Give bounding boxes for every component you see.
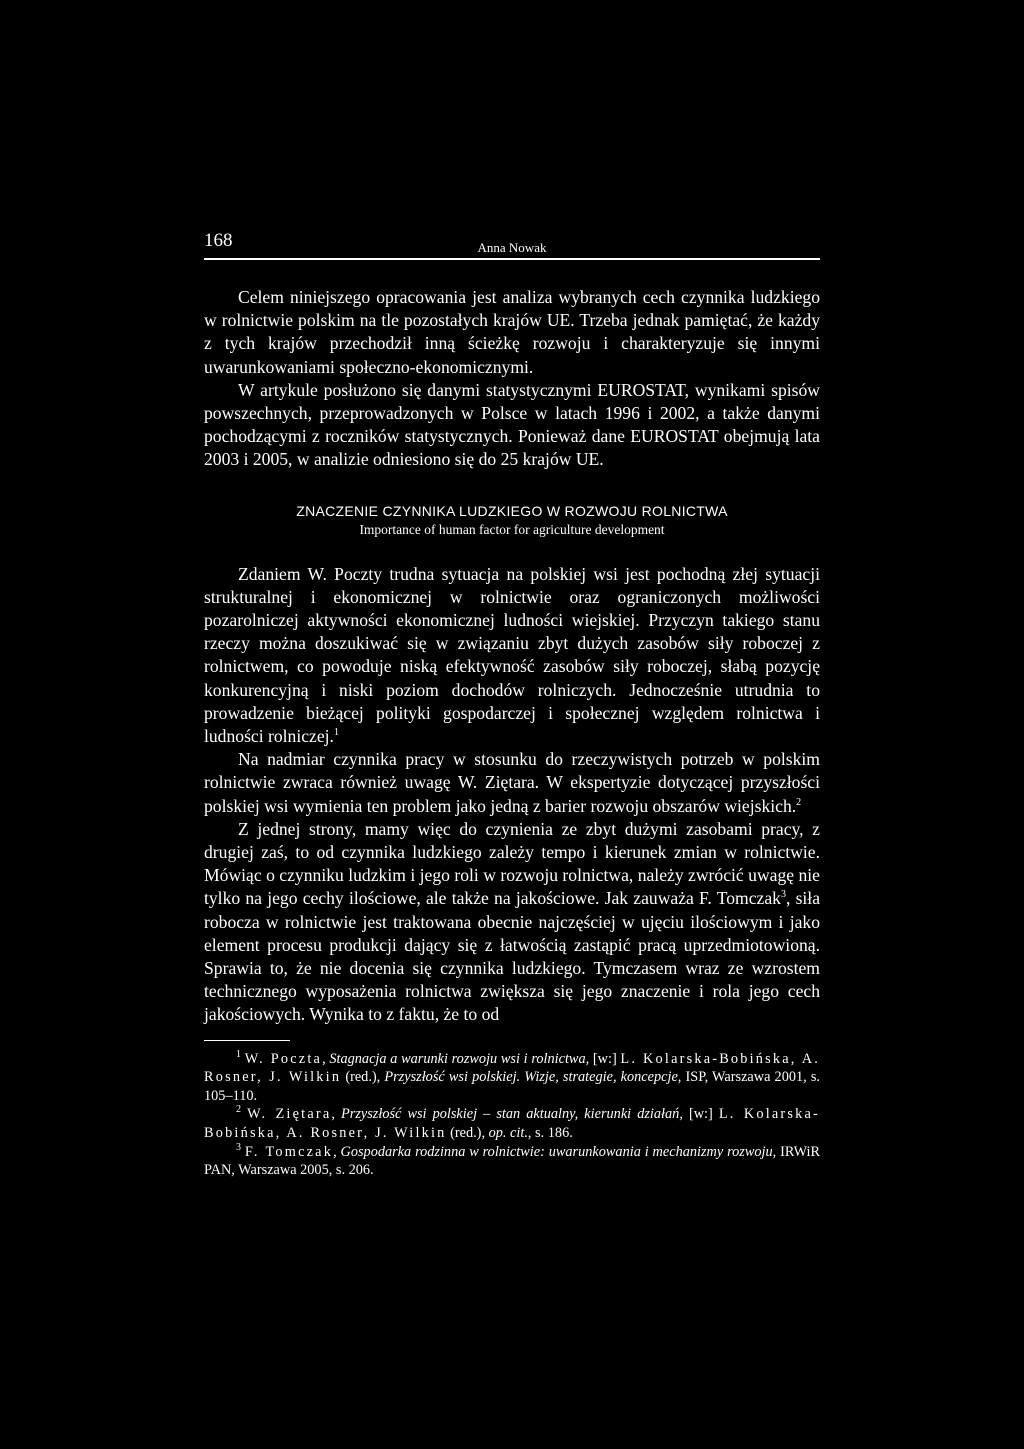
footnote-title: Gospodarka rodzinna w rolnictwie: uwarunkowania i mechanizmy rozwoju, xyxy=(340,1143,777,1160)
footnote-number: 1 xyxy=(236,1048,241,1060)
page xyxy=(204,228,820,1180)
footnote-author: W. Ziętara xyxy=(247,1106,332,1123)
section-heading: ZNACZENIE CZYNNIKA LUDZKIEGO W ROZWOJU ROLNICTWA xyxy=(296,502,728,519)
running-head: Anna Nowak xyxy=(477,240,547,255)
footnote-editors: L. Kolarska-Bobińska, A. Rosner, J. Wilkin xyxy=(204,1106,821,1142)
footnote-text: [w:] xyxy=(682,1106,719,1123)
footnote-text: (red.), xyxy=(341,1069,385,1086)
footnote: $^1$ W. Poczta, Stagnacja a warunki rozwoju wsi i rolnictwa, [w:] L. Kolarska-Bobińska, A. Rosner, J. Wilkin (red.), Przyszłość wsi polskiej. Wizje, strategie, koncepcje, ISP, Warszawa 2001, s. 105–110. xyxy=(204,1048,820,1104)
footnote-title: Przyszłość wsi polskiej – stan aktualny, kierunki działań, xyxy=(341,1106,683,1123)
footnote-text: IRWiR PAN, Warszawa 2005, s. 206. xyxy=(204,1143,821,1179)
footnote-editors: L. Kolarska-Bobińska, A. Rosner, J. Wilkin xyxy=(204,1050,820,1086)
section-subheading: Importance of human factor for agriculture development xyxy=(359,521,665,537)
paragraph-text: Zdaniem W. Poczty trudna sytuacja na polskiej wsi jest pochodną złej sytuacji strukturalnej i ekonomicznej w rolnictwie oraz ograniczonych możliwości pozarolniczej aktywności ekonomicznej ludności wiejskiej. Przyczyn takiego stanu rzeczy można doszukiwać się w związaniu zbyt dużych zasobów siły roboczej z rolnictwem, co powoduje niską efektywność zasobów siły roboczej, słabą pozycję konkurencyjną i niski poziom dochodów rolniczych. Jednocześnie utrudnia to prowadzenie bieżącej polityki gospodarczej i społecznej względem rolnictwa i ludności rolniczej. xyxy=(204,563,820,747)
footnote-divider xyxy=(204,1040,290,1041)
footnote xyxy=(204,1143,820,1180)
footnote-text: , s. 186. xyxy=(527,1125,573,1142)
footnote-title: Stagnacja a warunki rozwoju wsi i rolnictwa, xyxy=(329,1050,590,1067)
page-header xyxy=(204,228,820,260)
paragraph-text: , siła robocza w rolnictwie jest traktowana obecnie najczęściej w ujęciu ilościowym i jako element procesu produkcji dający się z łatwością zastąpić pracą uprzedmiotowioną. Sprawia to, że nie docenia się czynnika ludzkiego. Tymczasem wraz ze wzrostem technicznego wyposażenia rolnictwa zwiększa się jego znaczenie i rola jego cech jakościowych. Wynika to z faktu, że to od xyxy=(204,888,820,1025)
footnote-number: 3 xyxy=(236,1141,241,1153)
footnote-text: , xyxy=(333,1143,341,1160)
footnote-author: F. Tomczak xyxy=(244,1143,334,1160)
footnote-text: [w:] xyxy=(589,1050,621,1067)
footnote-cit: op. cit. xyxy=(488,1125,528,1142)
footnote-text: ISP, Warszawa 2001, s. 105–110. xyxy=(204,1069,820,1104)
paragraph: W artykule posłużono się danymi statystycznymi EUROSTAT, wynikami spisów powszechnych, przeprowadzonych w Polsce w latach 1996 i 2002, a także danymi pochodzącymi z roczników statystycznych. Ponieważ dane EUROSTAT obejmują lata 2003 i 2005, w analizie odniesiono się do 25 krajów UE. xyxy=(204,379,820,470)
footnote-book: Przyszłość wsi polskiej. Wizje, strategie, koncepcje, xyxy=(384,1069,682,1086)
footnote-ref: 2 xyxy=(796,796,802,808)
paragraph: Celem niniejszego opracowania jest analiza wybranych cech czynnika ludzkiego w rolnictwie polskim na tle pozostałych krajów UE. Trzeba jednak pamiętać, że każdy z tych krajów przechodził inną ścieżkę rozwoju i charakteryzuje się innymi uwarunkowaniami społeczno-ekonomicznymi. xyxy=(204,287,820,377)
footnote-author: W. Poczta xyxy=(244,1050,323,1067)
footnote-number: 2 xyxy=(236,1104,241,1116)
paragraph xyxy=(204,818,820,1027)
footnote xyxy=(204,1105,820,1142)
paragraph-text: Z jednej strony, mamy więc do czynienia ze zbyt dużymi zasobami pracy, z drugiej zaś, to od czynnika ludzkiego zależy tempo i kierunek zmian w rolnictwie. Mówiąc o czynniku ludzkim i jego roli w rozwoju rolnictwa, należy zwrócić uwagę nie tylko na jego cechy ilościowe, ale także na jakościowe. Jak zauważa F. Tomczak xyxy=(204,818,820,909)
footnote-text: , xyxy=(331,1106,342,1123)
paragraph xyxy=(204,748,820,818)
footnote-ref: 1 xyxy=(333,727,339,739)
footnote-text: (red.), xyxy=(446,1125,489,1142)
page-number: 168 xyxy=(204,230,233,251)
paragraph xyxy=(204,563,820,749)
body-text xyxy=(204,286,820,1027)
footnote-ref: 3 xyxy=(780,889,786,901)
footnotes xyxy=(204,1050,820,1180)
paragraph-text: Na nadmiar czynnika pracy w stosunku do rzeczywistych potrzeb w polskim rolnictwie zwraca również uwagę W. Ziętara. W ekspertyzie dotyczącej przyszłości polskiej wsi wymienia ten problem jako jedną z barier rozwoju obszarów wiejskich. xyxy=(204,749,820,816)
